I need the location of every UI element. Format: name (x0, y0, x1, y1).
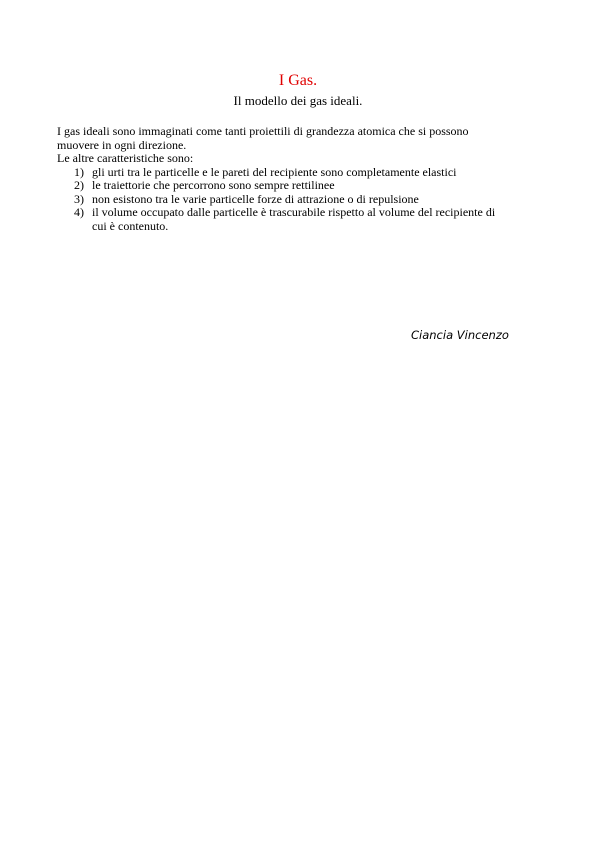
document-subtitle: Il modello dei gas ideali. (233, 93, 363, 108)
intro-line-1: I gas ideali sono immaginati come tanti proiettili di grandezza atomica che si possono (57, 124, 469, 138)
document-title: I Gas. (278, 72, 318, 89)
list-item-number: 1) (74, 164, 84, 179)
list-item (57, 206, 537, 233)
list-item (57, 193, 537, 207)
list-item-text: non esistono tra le varie particelle forze di attrazione o di repulsione (92, 191, 419, 206)
list-item-number: 2) (74, 178, 84, 192)
lead-in: Le altre caratteristiche sono: (57, 151, 194, 165)
author-signature: Ciancia Vincenzo (411, 328, 509, 342)
list-item-continuation: cui è contenuto. (92, 218, 169, 233)
list-item-text: le traiettorie che percorrono sono sempre rettilinee (92, 178, 335, 192)
list-item-text: gli urti tra le particelle e le pareti del recipiente sono completamente elastici (92, 164, 457, 179)
list-item-text: il volume occupato dalle particelle è trascurabile rispetto al volume del recipiente di (92, 205, 496, 219)
characteristics-list (57, 166, 537, 234)
list-item-number: 4) (74, 205, 84, 219)
list-item-number: 3) (74, 191, 84, 206)
intro-line-2: muovere in ogni direzione. (57, 137, 187, 152)
list-item (57, 166, 537, 180)
list-item (57, 179, 537, 193)
document-body (57, 125, 537, 233)
